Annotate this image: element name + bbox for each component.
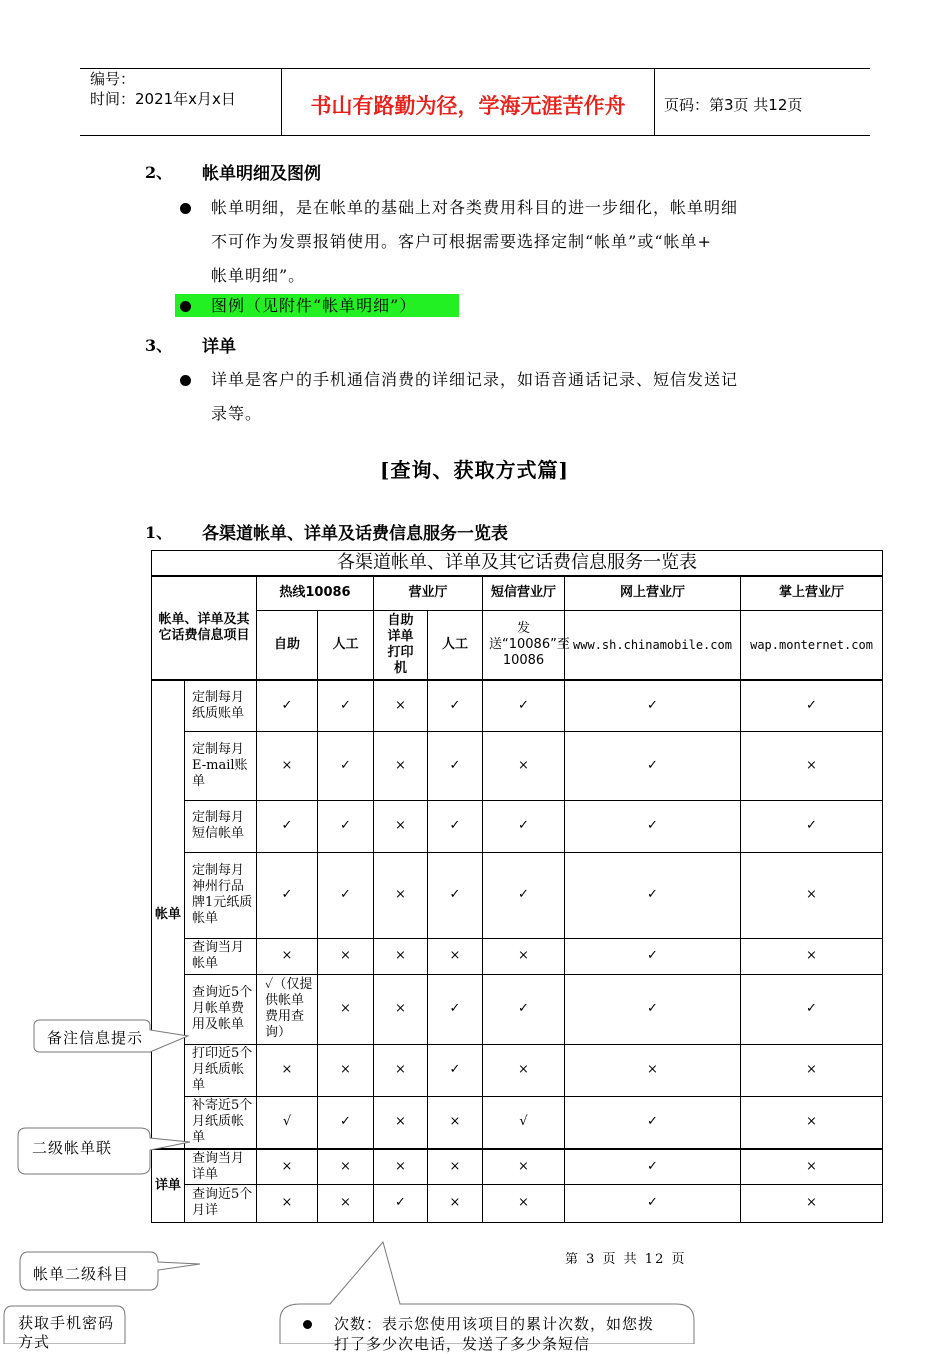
callout-get-password: 获取手机密码方式 xyxy=(18,1314,115,1351)
row-cell: ✓ xyxy=(483,974,565,1044)
row-cell: × xyxy=(483,1149,565,1184)
row-cell: × xyxy=(374,938,428,974)
paragraph-line: 不可作为发票报销使用。客户可根据需要选择定制“帐单”或“帐单+ xyxy=(211,232,712,251)
row-cell: × xyxy=(257,1149,318,1184)
wap-url: wap.monternet.com xyxy=(741,610,883,680)
header-number-label: 编号： xyxy=(90,70,136,88)
row-item-label: 查询当月帐单 xyxy=(185,938,257,974)
row-cell: ✓ xyxy=(428,974,483,1044)
bullet-icon xyxy=(303,1320,312,1329)
row-cell: ✓ xyxy=(565,731,741,800)
section-3-number: 3、 xyxy=(145,336,173,355)
row-cell: ✓ xyxy=(565,1096,741,1149)
row-cell: ✓ xyxy=(257,680,318,731)
legend-line: 图例（见附件“帐单明细”） xyxy=(211,296,417,315)
row-cell: ✓ xyxy=(565,1149,741,1184)
row-cell: ✓ xyxy=(741,800,883,852)
row-cell: √ xyxy=(257,1096,318,1149)
row-cell: × xyxy=(428,1096,483,1149)
row-item-label: 定制每月纸质账单 xyxy=(185,680,257,731)
row-cell: ✓ xyxy=(565,852,741,938)
row-cell: ✓ xyxy=(428,1044,483,1096)
row-item-label: 查询近5个月详 xyxy=(185,1184,257,1222)
row-cell: ✓ xyxy=(565,800,741,852)
row-cell: × xyxy=(741,938,883,974)
row-item-label: 补寄近5个月纸质帐单 xyxy=(185,1096,257,1149)
row-cell: × xyxy=(741,852,883,938)
row-cell: × xyxy=(741,1044,883,1096)
group-label-detail: 详单 xyxy=(152,1149,185,1222)
row-item-label: 定制每月E-mail账单 xyxy=(185,731,257,800)
row-cell: × xyxy=(483,1044,565,1096)
row-cell: × xyxy=(318,1149,374,1184)
web-url: www.sh.chinamobile.com xyxy=(565,610,741,680)
section-3-title: 详单 xyxy=(202,337,236,357)
section-2-title: 帐单明细及图例 xyxy=(202,164,321,184)
row-cell: × xyxy=(483,731,565,800)
channel-wap: 掌上营业厅 xyxy=(741,576,883,610)
row-cell: × xyxy=(741,1096,883,1149)
paragraph-line: 帐单明细，是在帐单的基础上对各类费用科目的进一步细化，帐单明细 xyxy=(211,198,739,217)
row-cell: ✓ xyxy=(318,800,374,852)
section-2-number: 2、 xyxy=(145,163,173,182)
subhead-manual: 人工 xyxy=(428,610,483,680)
channel-hotline: 热线10086 xyxy=(257,576,374,610)
row-cell: × xyxy=(374,1044,428,1096)
row-cell: × xyxy=(257,731,318,800)
channel-hall: 营业厅 xyxy=(374,576,483,610)
row-cell: ✓ xyxy=(428,852,483,938)
subhead-self: 自助 xyxy=(257,610,318,680)
row-cell: ✓ xyxy=(257,800,318,852)
row-cell: × xyxy=(257,938,318,974)
row-cell: ✓ xyxy=(483,680,565,731)
callout-count xyxy=(334,1314,654,1354)
row-cell: ✓ xyxy=(428,731,483,800)
row-cell: ✓ xyxy=(318,852,374,938)
row-cell: × xyxy=(483,938,565,974)
row-cell: ✓ xyxy=(483,852,565,938)
section-1-number: 1、 xyxy=(145,523,173,542)
header-time-label: 时间：2021年x月x日 xyxy=(90,90,236,108)
row-cell: × xyxy=(318,974,374,1044)
row-cell: ✓ xyxy=(318,1096,374,1149)
row-cell: ✓ xyxy=(565,938,741,974)
row-cell: × xyxy=(374,1149,428,1184)
callout-second-level-bill: 二级帐单联 xyxy=(32,1139,113,1157)
part-title: [查询、获取方式篇] xyxy=(380,458,569,482)
row-cell: × xyxy=(257,1184,318,1222)
callout-bill-sub-item: 帐单二级科目 xyxy=(33,1265,130,1283)
row-cell: ✓ xyxy=(483,800,565,852)
row-item-label: 查询当月详单 xyxy=(185,1149,257,1184)
row-cell: ✓ xyxy=(565,1184,741,1222)
row-cell: ✓ xyxy=(428,800,483,852)
row-cell: × xyxy=(374,1096,428,1149)
row-cell: ✓ xyxy=(565,974,741,1044)
row-cell: ✓ xyxy=(318,680,374,731)
paragraph-line: 录等。 xyxy=(211,404,263,423)
header-page-label: 页码：第3页 共12页 xyxy=(664,96,803,114)
row-cell: × xyxy=(741,1149,883,1184)
row-item-label: 打印近5个月纸质帐单 xyxy=(185,1044,257,1096)
paragraph-line: 帐单明细”。 xyxy=(211,266,306,285)
row-item-label: 定制每月神州行品牌1元纸质帐单 xyxy=(185,852,257,938)
section-1-title: 各渠道帐单、详单及话费信息服务一览表 xyxy=(202,524,508,544)
row-cell: × xyxy=(374,731,428,800)
footer-page-number: 第 3 页 共 12 页 xyxy=(565,1252,687,1267)
row-cell: ✓ xyxy=(257,852,318,938)
row-cell: × xyxy=(374,680,428,731)
callout-note-hint: 备注信息提示 xyxy=(47,1029,144,1047)
row-item-label: 查询近5个月帐单费用及帐单 xyxy=(185,974,257,1044)
row-cell: × xyxy=(374,974,428,1044)
group-label-bill: 帐单 xyxy=(152,680,185,1149)
row-cell: × xyxy=(374,852,428,938)
row-cell: ✓ xyxy=(318,731,374,800)
row-cell: × xyxy=(374,800,428,852)
channel-sms: 短信营业厅 xyxy=(483,576,565,610)
row-item-label: 定制每月短信帐单 xyxy=(185,800,257,852)
channel-web: 网上营业厅 xyxy=(565,576,741,610)
row-cell: × xyxy=(257,1044,318,1096)
row-cell: × xyxy=(318,1184,374,1222)
row-cell: √ xyxy=(483,1096,565,1149)
corner-header: 帐单、详单及其它话费信息项目 xyxy=(152,576,257,680)
row-cell: ✓ xyxy=(741,974,883,1044)
row-cell: × xyxy=(483,1184,565,1222)
row-cell: ✓ xyxy=(565,680,741,731)
row-cell: × xyxy=(318,938,374,974)
table-caption: 各渠道帐单、详单及其它话费信息服务一览表 xyxy=(152,551,883,577)
row-cell: × xyxy=(318,1044,374,1096)
row-cell: × xyxy=(428,1149,483,1184)
callout-count-line: 次数：表示您使用该项目的累计次数，如您拨 xyxy=(334,1315,655,1333)
row-cell: × xyxy=(741,1184,883,1222)
header-motto: 书山有路勤为径，学海无涯苦作舟 xyxy=(310,94,626,118)
callout-count-line: 打了多少次电话，发送了多少条短信 xyxy=(334,1335,591,1353)
row-cell: × xyxy=(565,1044,741,1096)
row-cell: × xyxy=(428,938,483,974)
paragraph-line: 详单是客户的手机通信消费的详细记录，如语音通话记录、短信发送记 xyxy=(211,370,739,389)
row-cell: ✓ xyxy=(374,1184,428,1222)
subhead-kiosk: 自助详单打印机 xyxy=(374,610,428,680)
row-cell: × xyxy=(741,731,883,800)
subhead-sms-send: 发送“10086”至10086 xyxy=(483,610,565,680)
row-cell: ✓（仅提供帐单费用查询） xyxy=(257,974,318,1044)
row-cell: ✓ xyxy=(428,680,483,731)
row-cell: ✓ xyxy=(741,680,883,731)
row-cell: × xyxy=(428,1184,483,1222)
subhead-manual: 人工 xyxy=(318,610,374,680)
